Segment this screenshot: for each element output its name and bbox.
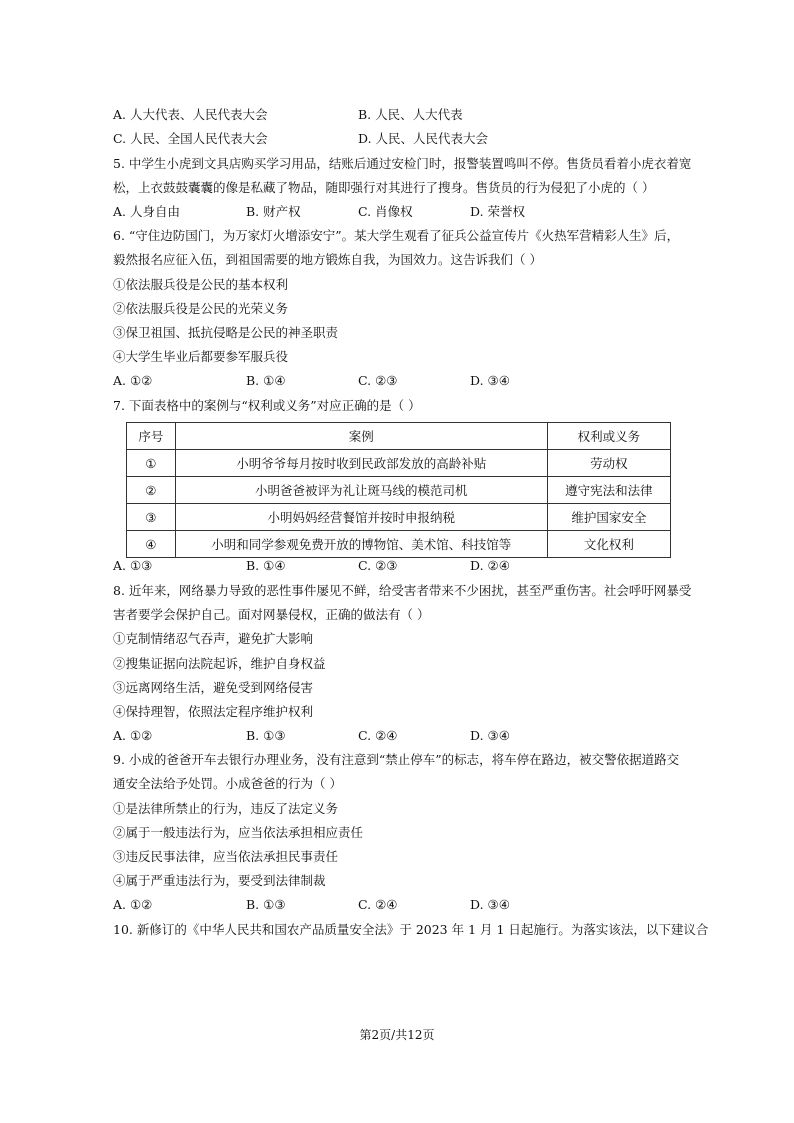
q9-option-a: A. ①② (113, 897, 153, 912)
q9-item-3: ③违反民事法律，应当依法承担民事责任 (113, 849, 339, 864)
q6-option-b: B. ①④ (246, 373, 286, 388)
q7-stem: 7. 下面表格中的案例与“权利或义务”对应正确的是（ ） (113, 398, 421, 413)
table-header-row (127, 423, 671, 450)
q7-case-table (126, 422, 671, 558)
row-case: 小明爸爸被评为礼让斑马线的模范司机 (175, 477, 547, 504)
q6-stem-line1: 6. “守住边防国门，为万家灯火增添安宁”。某大学生观看了征兵公益宣传片《火热军营精彩人生》后， (113, 228, 680, 243)
row-right-duty: 劳动权 (547, 450, 670, 477)
row-index: ① (127, 450, 176, 477)
q4-option-c: C. 人民、全国人民代表大会 (113, 131, 268, 146)
q7-option-a: A. ①③ (113, 558, 153, 573)
row-case: 小明妈妈经营餐馆并按时申报纳税 (175, 504, 547, 531)
q7-option-b: B. ①④ (246, 558, 286, 573)
q8-stem-line1: 8. 近年来，网络暴力导致的恶性事件屡见不鲜，给受害者带来不少困扰，甚至严重伤害。社会呼吁网暴受 (113, 583, 692, 598)
row-right-duty: 维护国家安全 (547, 504, 670, 531)
q8-option-c: C. ②④ (358, 728, 398, 743)
header-index: 序号 (127, 423, 176, 450)
q9-option-c: C. ②④ (358, 897, 398, 912)
q9-item-2: ②属于一般违法行为，应当依法承担相应责任 (113, 825, 364, 840)
q6-stem-line2: 毅然报名应征入伍，到祖国需要的地方锻炼自我，为国效力。这告诉我们（ ） (113, 252, 542, 267)
row-index: ② (127, 477, 176, 504)
q9-stem-line2: 通安全法给予处罚。小成爸爸的行为（ ） (113, 776, 342, 791)
q5-option-d: D. 荣誉权 (470, 204, 526, 219)
q10-stem-line1: 10. 新修订的《中华人民共和国农产品质量安全法》于 2023 年 1 月 1 日起施行。为落实该法，以下建议合 (113, 922, 709, 937)
row-case: 小明爷爷每月按时收到民政部发放的高龄补贴 (175, 450, 547, 477)
q5-option-b: B. 财产权 (246, 204, 301, 219)
q8-stem-line2: 害者要学会保护自己。面对网暴侵权，正确的做法有（ ） (113, 607, 430, 622)
q6-item-3: ③保卫祖国、抵抗侵略是公民的神圣职责 (113, 325, 339, 340)
row-right-duty: 文化权利 (547, 531, 670, 558)
q9-option-d: D. ③④ (470, 897, 510, 912)
q8-option-d: D. ③④ (470, 728, 510, 743)
table-row (127, 477, 671, 504)
q8-option-b: B. ①③ (246, 728, 286, 743)
q8-item-4: ④保持理智，依照法定程序维护权利 (113, 704, 314, 719)
header-case: 案例 (175, 423, 547, 450)
table-row (127, 504, 671, 531)
row-right-duty: 遵守宪法和法律 (547, 477, 670, 504)
q8-item-3: ③远离网络生活，避免受到网络侵害 (113, 680, 314, 695)
q8-item-1: ①克制情绪忍气吞声，避免扩大影响 (113, 631, 314, 646)
q6-option-a: A. ①② (113, 373, 153, 388)
q4-option-b: B. 人民、人大代表 (358, 107, 463, 122)
q6-option-d: D. ③④ (470, 373, 510, 388)
q5-option-a: A. 人身自由 (113, 204, 180, 219)
q8-item-2: ②搜集证据向法院起诉，维护自身权益 (113, 656, 326, 671)
q5-stem-line1: 5. 中学生小虎到文具店购买学习用品，结账后通过安检门时，报警装置鸣叫不停。售货员看着小虎衣着宽 (113, 156, 692, 171)
q4-option-d: D. 人民、人民代表大会 (358, 131, 489, 146)
row-index: ④ (127, 531, 176, 558)
q9-option-b: B. ①③ (246, 897, 286, 912)
q7-option-d: D. ②④ (470, 558, 510, 573)
q7-option-c: C. ②③ (358, 558, 398, 573)
q9-item-4: ④属于严重违法行为，要受到法律制裁 (113, 873, 326, 888)
q5-stem-line2: 松，上衣鼓鼓囊囊的像是私藏了物品，随即强行对其进行了搜身。售货员的行为侵犯了小虎的（ ） (113, 180, 655, 195)
q9-item-1: ①是法律所禁止的行为，违反了法定义务 (113, 801, 339, 816)
q6-item-2: ②依法服兵役是公民的光荣义务 (113, 301, 289, 316)
table-row (127, 450, 671, 477)
q8-option-a: A. ①② (113, 728, 153, 743)
q6-option-c: C. ②③ (358, 373, 398, 388)
q5-option-c: C. 肖像权 (358, 204, 413, 219)
q6-item-1: ①依法服兵役是公民的基本权利 (113, 277, 289, 292)
q9-stem-line1: 9. 小成的爸爸开车去银行办理业务，没有注意到“禁止停车”的标志，将车停在路边，被交警依据道路交 (113, 752, 680, 767)
row-index: ③ (127, 504, 176, 531)
q4-option-a: A. 人大代表、人民代表大会 (113, 107, 268, 122)
page-footer: 第2页/共12页 (359, 1028, 435, 1042)
q6-item-4: ④大学生毕业后都要参军服兵役 (113, 349, 289, 364)
table-row (127, 531, 671, 558)
row-case: 小明和同学参观免费开放的博物馆、美术馆、科技馆等 (175, 531, 547, 558)
header-right-duty: 权利或义务 (547, 423, 670, 450)
